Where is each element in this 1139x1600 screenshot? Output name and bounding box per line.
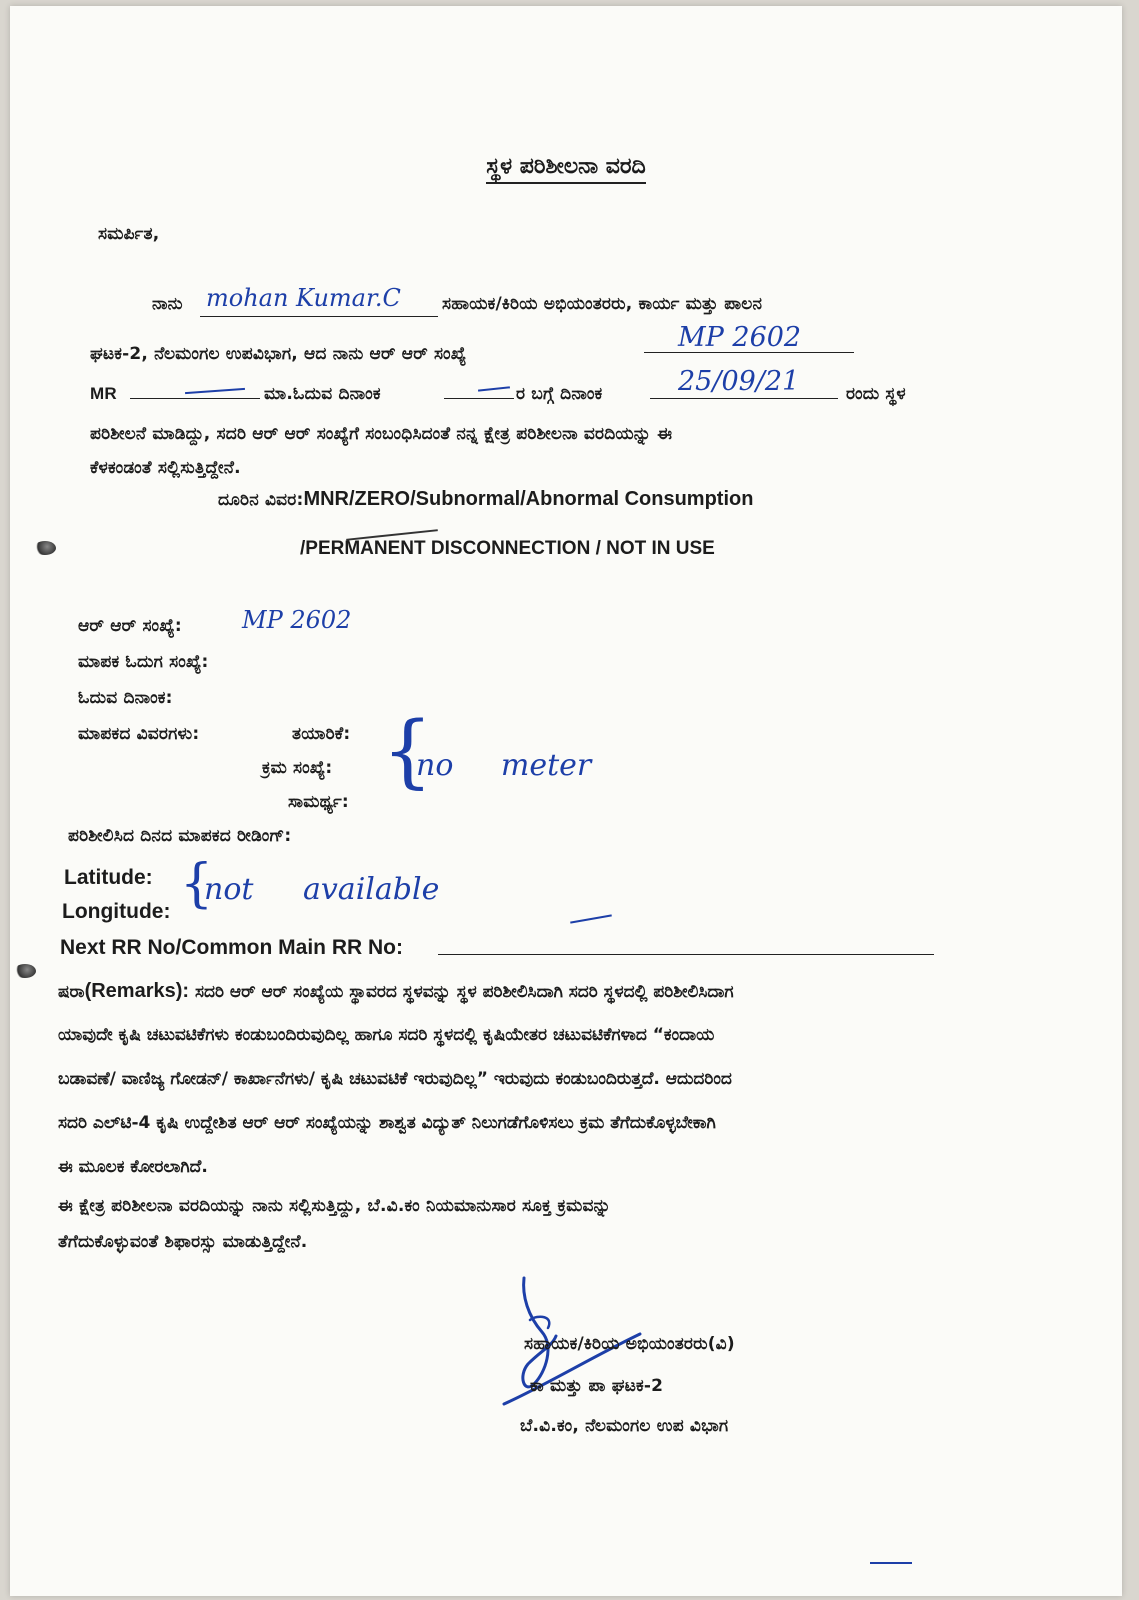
- longitude-label: Longitude:: [62, 900, 171, 923]
- handwritten-brace: {: [382, 704, 433, 797]
- punch-hole-mark: [14, 964, 36, 978]
- mr-blank-line: [130, 398, 260, 399]
- serial-label: ಕ್ರಮ ಸಂಖ್ಯೆ:: [262, 758, 333, 778]
- rr-no-value: MP 2602: [242, 606, 352, 634]
- remarks-text-1: ಸದರಿ ಆರ್ ಆರ್ ಸಂಖ್ಯೆಯ ಸ್ಥಾವರದ ಸ್ಥಳವನ್ನು ಸ್ಥಳ ಪರಿಶೀಲಿಸಿದಾಗಿ ಸದರಿ ಸ್ಥಳದಲ್ಲಿ ಪರಿಶೀಲಿಸಿದಾಗ: [194, 982, 734, 1002]
- closing-line1: ಈ ಕ್ಷೇತ್ರ ಪರಿಶೀಲನಾ ವರದಿಯನ್ನು ನಾನು ಸಲ್ಲಿಸುತ್ತಿದ್ದು, ಬೆ.ವಿ.ಕಂ ನಿಯಮಾನುಸಾರ ಸೂಕ್ತ ಕ್ರಮವನ್ನು: [58, 1196, 611, 1216]
- signatory-unit: ಕಾ ಮತ್ತು ಪಾ ಘಟಕ-2: [530, 1376, 664, 1396]
- intro-naanu: ನಾನು: [152, 294, 183, 314]
- handwritten-date: 25/09/21: [678, 366, 800, 397]
- remarks-line5: ಈ ಮೂಲಕ ಕೋರಲಾಗಿದೆ.: [58, 1157, 208, 1177]
- mr-dash-mark: [185, 388, 245, 394]
- date-blank-line: [650, 398, 838, 399]
- intro-line4: ಪರಿಶೀಲನೆ ಮಾಡಿದ್ದು, ಸದರಿ ಆರ್ ಆರ್ ಸಂಖ್ಯೆಗೆ ಸಂಬಂಧಿಸಿದಂತೆ ನನ್ನ ಕ್ಷೇತ್ರ ಪರಿಶೀಲನಾ ವರದಿಯನ್ನು ಈ: [90, 424, 673, 444]
- punch-hole-mark: [34, 541, 56, 555]
- page-title: ಸ್ಥಳ ಪರಿಶೀಲನಾ ವರದಿ: [10, 154, 1122, 179]
- salutation: ಸಮರ್ಪಿತ,: [98, 224, 160, 244]
- complaint-line2: /PERMANENT DISCONNECTION / NOT IN USE: [300, 538, 715, 559]
- complaint-types: MNR/ZERO/Subnormal/Abnormal Consumption: [303, 488, 754, 510]
- next-rr-blank-line: [438, 954, 934, 955]
- inspection-text: ರಂದು ಸ್ಥಳ: [846, 384, 906, 404]
- meter-details-label: ಮಾಪಕದ ವಿವರಗಳು:: [78, 724, 200, 744]
- about-date-label: ರ ಬಗ್ಗೆ ದಿನಾಂಕ: [516, 384, 603, 404]
- next-rr-label: Next RR No/Common Main RR No:: [60, 936, 403, 959]
- mr-reading-label: ಮಾ.ಓದುವ ದಿನಾಂಕ: [264, 384, 381, 404]
- remarks-label-en: (Remarks):: [84, 980, 190, 1002]
- meter-details-value: no meter: [416, 748, 592, 783]
- capacity-label: ಸಾಮರ್ಥ್ಯ:: [288, 792, 349, 812]
- latitude-label: Latitude:: [64, 866, 153, 889]
- remarks-line1: [58, 970, 734, 1014]
- next-rr-dash-mark: [570, 914, 612, 923]
- reading-date-label: ಓದುವ ದಿನಾಂಕ:: [78, 688, 173, 708]
- complaint-label: ದೂರಿನ ವಿವರ:: [218, 490, 304, 510]
- rr-no-label: ಆರ್ ಆರ್ ಸಂಖ್ಯೆ:: [78, 616, 182, 636]
- reading-date-dash-mark: [478, 386, 510, 391]
- reading-date-blank-line: [444, 398, 514, 399]
- remarks-line3: ಬಡಾವಣೆ/ ವಾಣಿಜ್ಯ ಗೋಡನ್/ ಕಾರ್ಖಾನೆಗಳು/ ಕೃಷಿ ಚಟುವಟಿಕೆ ಇರುವುದಿಲ್ಲ” ಇರುವುದು ಕಂಡುಬಂದಿರುತ್ತದೆ. ಆದುದರಿಂದ: [58, 1069, 732, 1089]
- remarks-label-kn: ಷರಾ: [58, 982, 85, 1002]
- meter-reader-label: ಮಾಪಕ ಓದುಗ ಸಂಖ್ಯೆ:: [78, 652, 209, 672]
- gps-value: not available: [204, 872, 440, 907]
- signatory-title: ಸಹಾಯಕ/ಕಿರಿಯ ಅಭಿಯಂತರರು(ವಿ): [524, 1334, 735, 1354]
- document-page: [10, 6, 1122, 1596]
- closing-line2: ತೆಗೆದುಕೊಳ್ಳುವಂತೆ ಶಿಫಾರಸ್ಸು ಮಾಡುತ್ತಿದ್ದೇನೆ.: [58, 1232, 308, 1252]
- handwritten-name: mohan Kumar.C: [206, 284, 401, 312]
- reading-label: ಪರಿಶೀಲಿಸಿದ ದಿನದ ಮಾಪಕದ ರೀಡಿಂಗ್:: [68, 826, 292, 846]
- remarks-line2: ಯಾವುದೇ ಕೃಷಿ ಚಟುವಟಿಕೆಗಳು ಕಂಡುಬಂದಿರುವುದಿಲ್ಲ ಹಾಗೂ ಸದರಿ ಸ್ಥಳದಲ್ಲಿ ಕೃಷಿಯೇತರ ಚಟುವಟಿಕೆಗಳಾದ “ಕಂದಾಯ: [58, 1025, 715, 1045]
- complaint-line1: [218, 488, 753, 511]
- name-blank-line: [200, 316, 438, 317]
- handwritten-brace-gps: {: [180, 854, 214, 914]
- make-label: ತಯಾರಿಕೆ:: [292, 724, 351, 744]
- mr-label: MR: [90, 384, 117, 403]
- intro-role-text: ಸಹಾಯಕ/ಕಿರಿಯ ಅಭಿಯಂತರರು, ಕಾರ್ಯ ಮತ್ತು ಪಾಲನ: [442, 294, 763, 314]
- intro-line2: ಘಟಕ-2, ನೆಲಮಂಗಲ ಉಪವಿಭಾಗ, ಆದ ನಾನು ಆರ್ ಆರ್ ಸಂಖ್ಯೆ: [90, 344, 467, 364]
- handwritten-rr-no: MP 2602: [678, 322, 802, 353]
- signatory-subdivision: ಬೆ.ವಿ.ಕಂ, ನೆಲಮಂಗಲ ಉಪ ವಿಭಾಗ: [520, 1416, 729, 1436]
- remarks-line4: ಸದರಿ ಎಲ್‌ಟಿ-4 ಕೃಷಿ ಉದ್ದೇಶಿತ ಆರ್ ಆರ್ ಸಂಖ್ಯೆಯನ್ನು ಶಾಶ್ವತ ವಿದ್ಯುತ್ ನಿಲುಗಡೆಗೊಳಿಸಲು ಕ್ರಮ ತೆಗೆದುಕೊಳ್ಳಬೇಕಾಗಿ: [58, 1113, 716, 1133]
- intro-line5: ಕೆಳಕಂಡಂತೆ ಸಲ್ಲಿಸುತ್ತಿದ್ದೇನೆ.: [90, 458, 241, 478]
- bottom-pen-mark: [870, 1562, 912, 1564]
